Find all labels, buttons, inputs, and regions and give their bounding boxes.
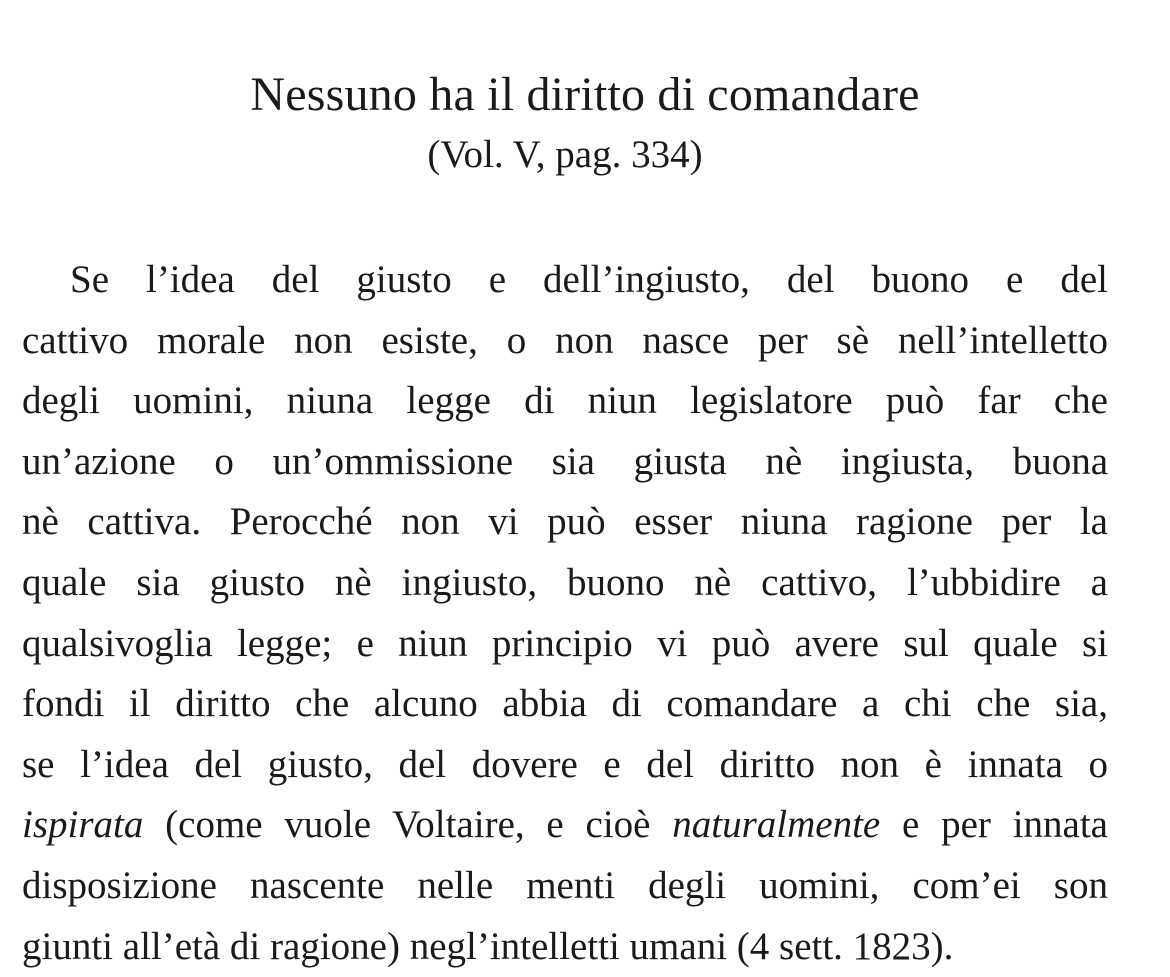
text-segment: e per innata (880, 803, 1108, 847)
italic-text: naturalmente (672, 803, 881, 847)
text-segment: cattivo morale non esiste, o non nasce per sè nell’intelletto (22, 318, 1108, 362)
text-line (22, 553, 1108, 614)
text-line (22, 432, 1108, 493)
text-line (22, 371, 1108, 432)
text-segment: quale sia giusto nè ingiusto, buono nè cattivo, l’ubbidire a (22, 560, 1108, 604)
text-line (22, 311, 1108, 372)
text-segment: (come vuole Voltaire, e cioè (143, 803, 673, 847)
italic-text: ispirata (22, 803, 144, 847)
text-line (22, 674, 1108, 735)
text-line (22, 795, 1108, 856)
text-segment: qualsivoglia legge; e niun principio vi può avere sul quale si (22, 621, 1108, 665)
page-title: Nessuno ha il diritto di comandare (250, 68, 920, 121)
text-segment: degli uomini, niuna legge di niun legislatore può far che (22, 379, 1108, 423)
body-paragraph (22, 250, 1108, 977)
text-segment: nè cattiva. Perocché non vi può esser niuna ragione per la (22, 500, 1108, 544)
text-segment: giunti all’età di ragione) negl’intelletti umani (4 sett. 1823). (22, 924, 954, 968)
text-line (22, 250, 1108, 311)
text-segment: un’azione o un’ommissione sia giusta nè ingiusta, buona (22, 439, 1108, 483)
page-subtitle: (Vol. V, pag. 334) (427, 133, 703, 176)
text-line (22, 492, 1108, 553)
text-line (22, 735, 1108, 796)
text-segment: disposizione nascente nelle menti degli uomini, com’ei son (22, 863, 1108, 907)
text-segment: Se l’idea del giusto e dell’ingiusto, del buono e del (70, 258, 1108, 301)
text-line (22, 614, 1108, 675)
text-line (22, 856, 1108, 917)
text-segment: fondi il diritto che alcuno abbia di comandare a chi che sia, (22, 682, 1108, 726)
text-line (22, 917, 1108, 977)
text-segment: se l’idea del giusto, del dovere e del diritto non è innata o (22, 742, 1108, 786)
